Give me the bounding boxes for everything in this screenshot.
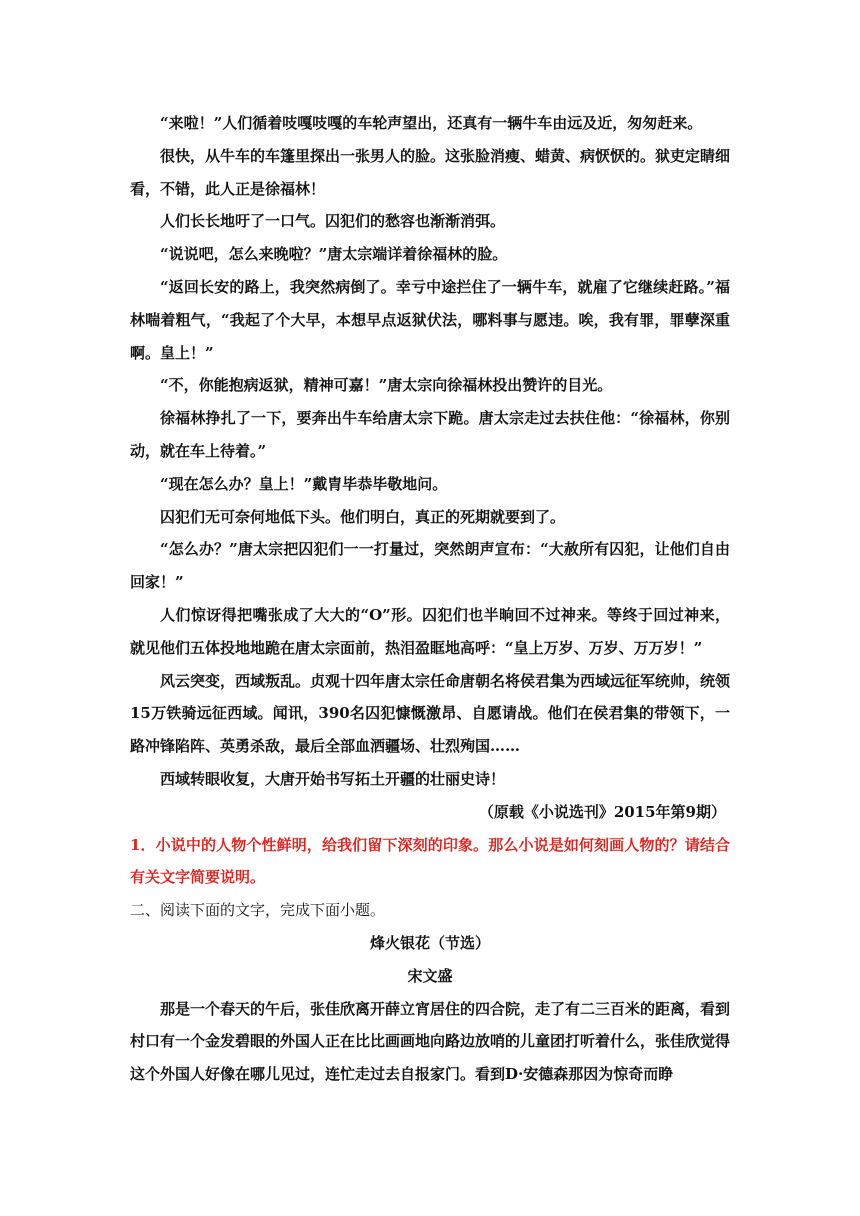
story-paragraph: 西域转眼收复，大唐开始书写拓土开疆的壮丽史诗！ — [160, 769, 506, 788]
document-body — [130, 107, 730, 1091]
story-paragraph: 人们惊讶得把嘴张成了大大的“O”形。囚犯们也半晌回不过神来。等终于回过神来，就见他们五体投地地跪在唐太宗面前，热泪盈眶地高呼：“皇上万岁、万岁、万万岁！” — [130, 605, 730, 657]
story-paragraph: “现在怎么办？皇上！”戴胄毕恭毕敬地问。 — [160, 474, 448, 493]
story-paragraph: 徐福林挣扎了一下，要奔出牛车给唐太宗下跪。唐太宗走过去扶住他：“徐福林，你别动，就在车上待着。” — [130, 409, 730, 460]
story-paragraph: 风云突变，西域叛乱。贞观十四年唐太宗任命唐朝名将侯君集为西域远征军统帅，统领15万铁骑远征西域。闻讯，390名囚犯慷慨激昂、自愿请战。他们在侯君集的带领下，一路冲锋陷阵、英勇杀敌，最后全部血洒疆场、壮烈殉国…… — [130, 671, 731, 756]
passage-title: 烽火银花（节选） — [369, 933, 490, 952]
story-paragraph: 人们长长地吁了一口气。囚犯们的愁容也渐渐消弭。 — [160, 212, 506, 231]
story-paragraph: “说说吧，怎么来晚啦？”唐太宗端详着徐福林的脸。 — [160, 245, 508, 264]
passage-author: 宋文盛 — [407, 966, 453, 985]
section-heading: 二、阅读下面的文字，完成下面小题。 — [130, 901, 386, 920]
story-paragraph: 囚犯们无可奈何地低下头。他们明白，真正的死期就要到了。 — [160, 507, 566, 526]
source-citation: （原载《小说选刊》2015年第9期） — [478, 802, 726, 821]
question-1: 1．小说中的人物个性鲜明，给我们留下深刻的印象。那么小说是如何刻画人物的？请结合有关文字简要说明。 — [130, 835, 730, 887]
story-paragraph: “来啦！”人们循着吱嘎吱嘎的车轮声望出，还真有一辆牛车由远及近，匆匆赶来。 — [160, 114, 703, 132]
story-paragraph: “怎么办？”唐太宗把囚犯们一一打量过，突然朗声宣布：“大赦所有囚犯，让他们自由回家！” — [130, 540, 730, 592]
passage-paragraph: 那是一个春天的午后，张佳欣离开薛立宵居住的四合院，走了有二三百米的距离，看到村口有一个金发碧眼的外国人正在比比画画地向路边放哨的儿童团打听着什么，张佳欣觉得这个外国人好像在哪儿见过，连忙走过去自报家门。看到D·安德森那因为惊奇而睁 — [130, 999, 731, 1084]
story-paragraph: “返回长安的路上，我突然病倒了。幸亏中途拦住了一辆牛车，就雇了它继续赶路。”福林喘着粗气，“我起了个大早，本想早点返狱伏法，哪料事与愿违。唉，我有罪，罪孽深重啊。皇上！” — [130, 277, 730, 362]
story-paragraph: 很快，从牛车的车篷里探出一张男人的脸。这张脸消瘦、蜡黄、病恹恹的。狱吏定睛细看，不错，此人正是徐福林！ — [130, 146, 731, 198]
story-paragraph: “不，你能抱病返狱，精神可嘉！”唐太宗向徐福林投出赞许的目光。 — [160, 376, 613, 395]
